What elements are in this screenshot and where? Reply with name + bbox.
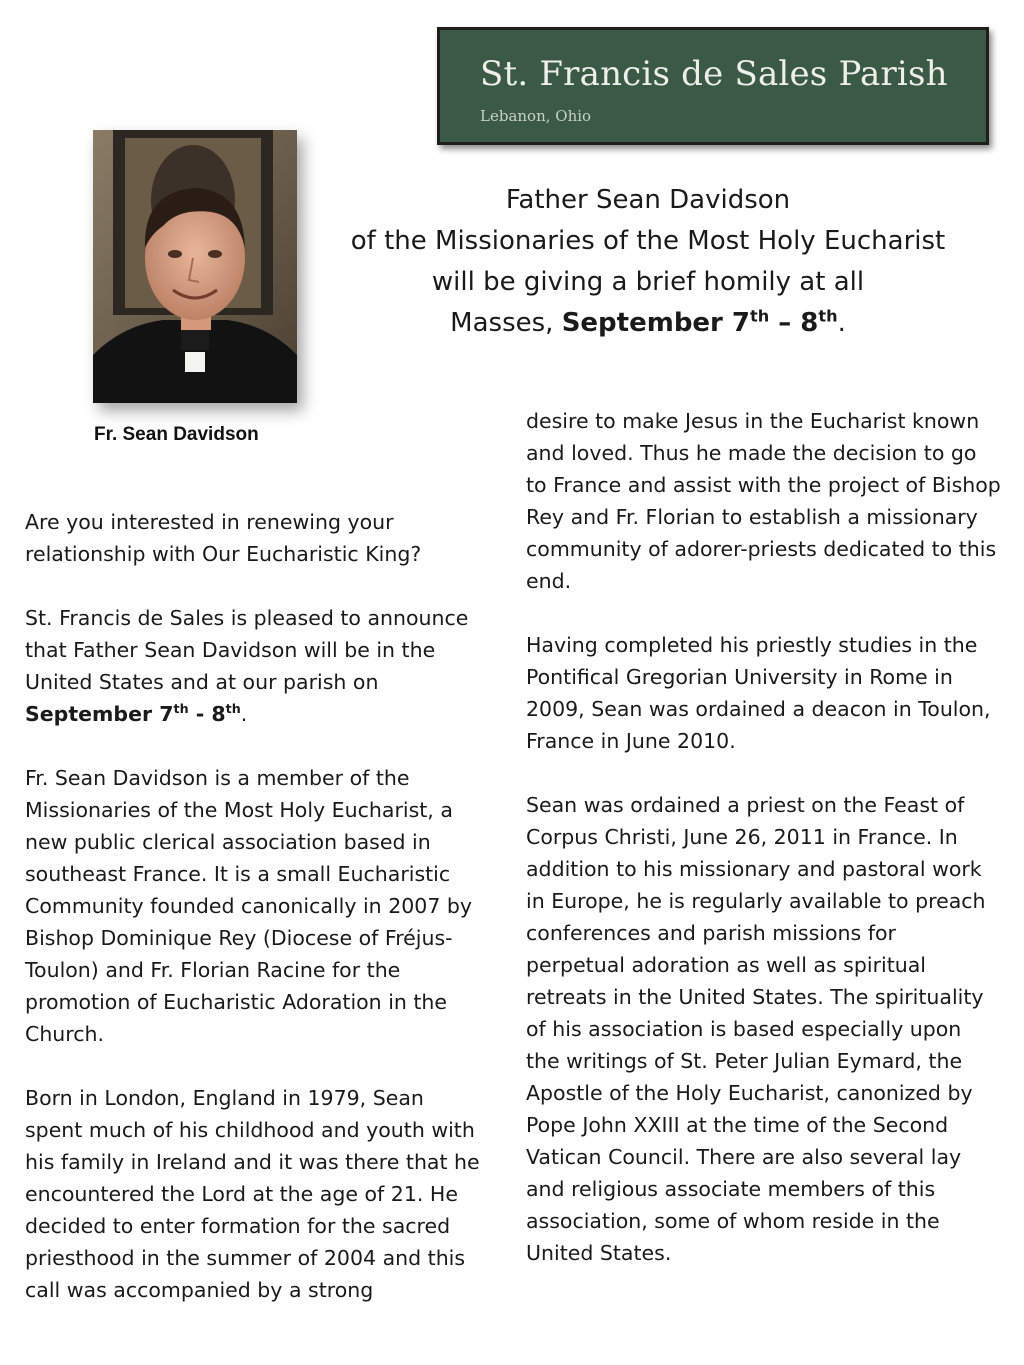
headline-line-4	[318, 303, 978, 344]
headline-date-start: September 7	[561, 308, 751, 338]
paragraph-announcement	[25, 602, 487, 730]
announcement-headline	[318, 180, 978, 344]
priest-portrait-photo	[93, 130, 297, 403]
headline-line-2: of the Missionaries of the Most Holy Eucharist	[350, 226, 946, 256]
paragraph-ordination: Sean was ordained a priest on the Feast of Corpus Christi, June 26, 2011 in France. In addition to his missionary and pastoral work in Europe, he is regularly available to preach conferences and parish missions for perpetual adoration as well as spiritual retreats in the United States. The spirituality of his association is based especially upon the writings of St. Peter Julian Eymard, the Apostle of the Holy Eucharist, canonized by Pope John XXIII at the time of the Second Vatican Council. There are also several lay and religious associate members of this association, some of whom reside in the United States.	[526, 793, 986, 1265]
announcement-date-suffix-2: th	[225, 701, 241, 717]
headline-date	[562, 308, 838, 338]
paragraph-studies: Having completed his priestly studies in the Pontifical Gregorian University in Rome in 2009, Sean was ordained a deacon in Toulon, France in June 2010.	[526, 633, 991, 753]
paragraph-mission-continued: desire to make Jesus in the Eucharist known and loved. Thus he made the decision to go to France and assist with the project of Bishop Rey and Fr. Florian to establish a missionary community of adorer-priests dedicated to this end.	[526, 409, 1001, 593]
announcement-date-suffix-1: th	[173, 701, 189, 717]
parish-banner	[437, 27, 989, 145]
headline-period: .	[837, 308, 846, 338]
announcement-date-start: September 7	[25, 702, 174, 726]
right-column	[526, 405, 1001, 1269]
headline-line-1: Father Sean Davidson	[505, 185, 791, 215]
headline-date-suffix-2: th	[818, 306, 838, 326]
parish-location: Lebanon, Ohio	[480, 107, 592, 125]
paragraph-membership: Fr. Sean Davidson is a member of the Missionaries of the Most Holy Eucharist, a new public clerical association based in southeast France. It is a small Eucharistic Community founded canonically in 2007 by Bishop Dominique Rey (Diocese of Fréjus-Toulon) and Fr. Florian Racine for the promotion of Eucharistic Adoration in the Church.	[25, 766, 473, 1046]
announcement-text: St. Francis de Sales is pleased to announce that Father Sean Davidson will be in the United States and at our parish on	[25, 606, 469, 694]
paragraph-invitation: Are you interested in renewing your relationship with Our Eucharistic King?	[25, 510, 422, 566]
left-column	[25, 506, 487, 1306]
headline-masses-text: Masses,	[450, 308, 562, 338]
announcement-period: .	[240, 702, 248, 726]
parish-name: St. Francis de Sales Parish	[480, 54, 948, 94]
announcement-date	[25, 702, 241, 726]
headline-line-3: will be giving a brief homily at all	[431, 267, 865, 297]
announcement-date-end: - 8	[188, 702, 226, 726]
headline-date-suffix-1: th	[750, 306, 770, 326]
photo-caption: Fr. Sean Davidson	[94, 424, 259, 445]
headline-date-end: – 8	[769, 308, 819, 338]
paragraph-biography: Born in London, England in 1979, Sean spent much of his childhood and youth with his family in Ireland and it was there that he encountered the Lord at the age of 21. He decided to enter formation for the sacred priesthood in the summer of 2004 and this call was accompanied by a strong	[25, 1086, 480, 1302]
